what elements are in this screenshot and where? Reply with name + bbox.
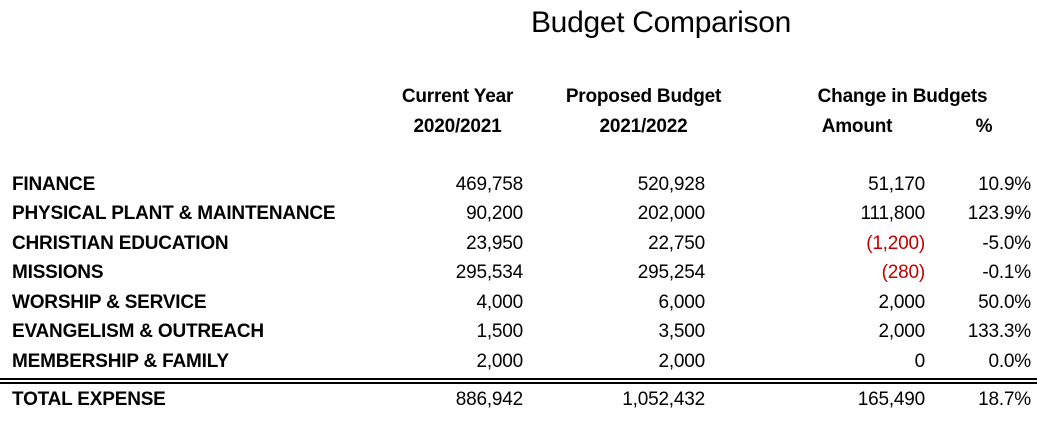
row-label: MEMBERSHIP & FAMILY — [12, 350, 229, 372]
row-current-value: 469,758 — [455, 173, 523, 195]
table-total-row — [0, 385, 1044, 415]
header-spacer — [0, 112, 385, 142]
row-proposed-value: 22,750 — [648, 232, 705, 254]
header-gap — [737, 82, 777, 112]
column-gap — [737, 347, 777, 377]
total-label: TOTAL EXPENSE — [12, 388, 166, 410]
row-proposed-value: 2,000 — [658, 350, 705, 372]
column-header-change-amount: Amount — [821, 116, 893, 137]
row-label: EVANGELISM & OUTREACH — [12, 321, 264, 343]
row-change-amount: 0 — [914, 350, 925, 372]
row-label: FINANCE — [12, 173, 96, 195]
column-header-current-year: Current Year — [401, 86, 514, 107]
total-change-amount: 165,490 — [857, 388, 925, 410]
column-gap — [737, 200, 777, 230]
header-gap — [737, 112, 777, 142]
row-change-percent: 10.9% — [978, 173, 1031, 195]
row-current-value: 4,000 — [476, 291, 523, 313]
row-current-value: 1,500 — [476, 321, 523, 343]
header-spacer — [0, 82, 385, 112]
row-change-amount: 2,000 — [878, 321, 925, 343]
row-label: MISSIONS — [12, 262, 104, 284]
header-body-spacer — [0, 142, 1044, 170]
column-header-proposed-budget: Proposed Budget — [565, 86, 722, 107]
row-proposed-value: 520,928 — [637, 173, 705, 195]
column-gap — [737, 385, 777, 415]
column-gap — [737, 229, 777, 259]
row-change-amount: 2,000 — [878, 291, 925, 313]
total-proposed-value: 1,052,432 — [622, 388, 705, 410]
row-current-value: 2,000 — [476, 350, 523, 372]
column-header-change-percent: % — [975, 116, 993, 137]
row-change-percent: -5.0% — [982, 232, 1031, 254]
row-change-amount: 111,800 — [860, 203, 925, 225]
total-current-value: 886,942 — [455, 388, 523, 410]
column-header-change-group: Change in Budgets — [817, 86, 988, 107]
row-proposed-value: 295,254 — [637, 262, 705, 284]
total-change-percent: 18.7% — [978, 388, 1031, 410]
row-change-amount: (1,200) — [866, 232, 925, 254]
row-label: WORSHIP & SERVICE — [12, 291, 207, 313]
row-change-amount: (280) — [881, 262, 925, 284]
column-header-proposed-period: 2021/2022 — [599, 116, 688, 137]
page-title: Budget Comparison — [530, 6, 792, 39]
row-current-value: 90,200 — [466, 203, 523, 225]
row-label: PHYSICAL PLANT & MAINTENANCE — [12, 203, 336, 225]
row-current-value: 295,534 — [455, 262, 523, 284]
row-proposed-value: 202,000 — [637, 203, 705, 225]
row-proposed-value: 6,000 — [658, 291, 705, 313]
table-header — [0, 82, 1044, 142]
row-change-percent: -0.1% — [982, 262, 1031, 284]
budget-table — [0, 82, 1044, 415]
row-change-percent: 123.9% — [967, 203, 1031, 225]
column-gap — [737, 288, 777, 318]
total-separator-double-rule — [0, 378, 1037, 384]
row-change-percent: 0.0% — [988, 350, 1031, 372]
row-current-value: 23,950 — [466, 232, 523, 254]
column-gap — [737, 318, 777, 348]
table-body — [0, 170, 1044, 377]
column-gap — [737, 170, 777, 200]
row-proposed-value: 3,500 — [658, 321, 705, 343]
row-change-amount: 51,170 — [868, 173, 925, 195]
row-label: CHRISTIAN EDUCATION — [12, 232, 229, 254]
column-gap — [737, 259, 777, 289]
row-change-percent: 50.0% — [978, 291, 1031, 313]
row-change-percent: 133.3% — [967, 321, 1031, 343]
column-header-current-year-period: 2020/2021 — [413, 116, 502, 137]
